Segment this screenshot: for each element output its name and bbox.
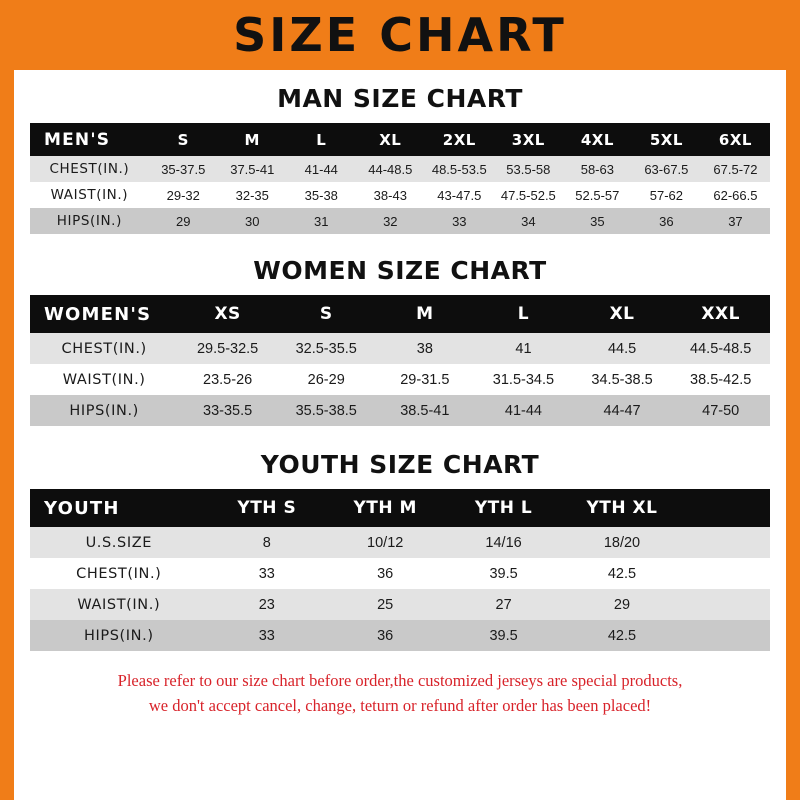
youth-cell: 18/20: [603, 534, 641, 551]
women-section-title: WOMEN SIZE CHART: [253, 256, 547, 285]
women-cell: 38.5-42.5: [690, 371, 752, 388]
footer-note-line-2: we don't accept cancel, change, teturn or refund after order has been placed!: [148, 695, 652, 715]
men-cell: 43-47.5: [437, 187, 482, 203]
men-size-table: [30, 123, 770, 234]
table-row: [30, 333, 770, 364]
content-area: [14, 84, 786, 719]
table-row: [30, 156, 770, 182]
men-header-cell: MEN'S: [44, 129, 111, 150]
youth-cell-spacer: [681, 620, 770, 651]
youth-cell: 10/12: [367, 534, 404, 551]
women-cell: 33-35.5: [203, 402, 253, 419]
youth-cell-spacer: [681, 558, 770, 589]
women-cell: 34.5-38.5: [591, 371, 653, 388]
youth-cell: 8: [262, 534, 271, 551]
youth-size-table: [30, 489, 770, 651]
men-header-cell: 4XL: [580, 130, 614, 149]
men-cell: 58-63: [580, 161, 614, 177]
men-cell: 67.5-72: [713, 161, 758, 177]
women-header-cell: XXL: [701, 304, 740, 324]
men-cell: 37: [728, 213, 743, 229]
youth-header-row: [30, 489, 770, 527]
youth-cell: 42.5: [607, 627, 637, 644]
footer-note: [30, 669, 770, 719]
women-cell: 47-50: [702, 402, 740, 419]
youth-section-title: YOUTH SIZE CHART: [260, 450, 540, 479]
women-row-label: WAIST(IN.): [62, 371, 146, 388]
women-size-table: [30, 295, 770, 426]
men-header-cell: XL: [379, 130, 402, 149]
women-cell: 41-44: [504, 402, 542, 419]
men-section-title: MAN SIZE CHART: [277, 84, 523, 113]
table-row: [30, 589, 770, 620]
women-cell: 44.5-48.5: [690, 340, 752, 357]
page-title: SIZE CHART: [233, 8, 567, 62]
men-cell: 31: [314, 213, 329, 229]
youth-header-cell: YTH S: [237, 498, 297, 518]
men-cell: 63-67.5: [644, 161, 689, 177]
men-cell: 29-32: [166, 187, 200, 203]
women-header-cell: WOMEN'S: [44, 303, 152, 325]
men-header-cell: M: [244, 130, 260, 149]
table-row: [30, 620, 770, 651]
youth-row-label: WAIST(IN.): [77, 596, 161, 613]
youth-row-label: HIPS(IN.): [84, 627, 154, 644]
men-cell: 33: [452, 213, 467, 229]
youth-header-cell: YTH M: [353, 498, 417, 518]
women-cell: 44-47: [603, 402, 641, 419]
youth-cell: 25: [377, 596, 394, 613]
women-header-cell: S: [319, 304, 333, 324]
women-cell: 31.5-34.5: [492, 371, 555, 388]
men-cell: 35-37.5: [161, 161, 206, 177]
women-cell: 32.5-35.5: [295, 340, 357, 357]
youth-header-cell: YTH XL: [586, 498, 658, 518]
women-cell: 38.5-41: [400, 402, 450, 419]
men-header-cell: 3XL: [511, 130, 545, 149]
women-cell: 26-29: [307, 371, 345, 388]
youth-cell: 36: [377, 627, 394, 644]
table-row: [30, 527, 770, 558]
women-cell: 41: [515, 340, 532, 357]
youth-cell: 36: [377, 565, 394, 582]
men-cell: 52.5-57: [575, 187, 620, 203]
men-header-cell: 5XL: [649, 130, 683, 149]
men-cell: 30: [245, 213, 260, 229]
men-cell: 41-44: [304, 161, 338, 177]
men-row-label: WAIST(IN.): [50, 187, 129, 203]
women-cell: 29.5-32.5: [196, 340, 259, 357]
youth-cell: 23: [258, 596, 275, 613]
youth-cell: 33: [258, 627, 275, 644]
men-cell: 32: [383, 213, 398, 229]
women-cell: 35.5-38.5: [295, 402, 357, 419]
footer-note-line-1: Please refer to our size chart before order,the customized jerseys are special products,: [117, 671, 683, 690]
youth-row-label: U.S.SIZE: [85, 534, 152, 551]
youth-cell: 29: [613, 596, 631, 613]
men-cell: 29: [176, 213, 191, 229]
men-row-label: HIPS(IN.): [56, 213, 122, 229]
men-cell: 62-66.5: [713, 187, 758, 203]
men-header-cell: L: [316, 130, 327, 149]
women-header-row: [30, 295, 770, 333]
youth-cell: 39.5: [489, 565, 518, 582]
men-header-cell: 6XL: [718, 130, 752, 149]
table-row: [30, 208, 770, 234]
women-header-cell: L: [517, 304, 530, 324]
youth-cell-spacer: [681, 589, 770, 620]
women-header-cell: XS: [214, 304, 241, 324]
women-row-label: HIPS(IN.): [69, 402, 139, 419]
women-cell: 44.5: [607, 340, 637, 357]
men-row-label: CHEST(IN.): [49, 161, 130, 177]
women-header-cell: XL: [609, 304, 635, 324]
youth-header-cell: YOUTH: [44, 497, 120, 519]
women-cell: 23.5-26: [203, 371, 253, 388]
men-cell: 53.5-58: [506, 161, 551, 177]
men-header-row: [30, 123, 770, 156]
women-header-cell: M: [416, 304, 434, 324]
youth-cell: 33: [258, 565, 275, 582]
youth-row-label: CHEST(IN.): [76, 565, 162, 582]
men-header-cell: 2XL: [442, 130, 476, 149]
table-row: [30, 558, 770, 589]
men-cell: 35-38: [304, 187, 338, 203]
women-cell: 29-31.5: [400, 371, 450, 388]
men-cell: 34: [521, 213, 536, 229]
youth-cell: 14/16: [485, 534, 522, 551]
men-cell: 38-43: [373, 187, 407, 203]
youth-cell-spacer: [681, 527, 770, 558]
men-cell: 32-35: [235, 187, 269, 203]
table-row: [30, 182, 770, 208]
header-band: [0, 0, 800, 70]
youth-cell: 42.5: [607, 565, 637, 582]
men-cell: 48.5-53.5: [431, 161, 487, 177]
men-cell: 35: [590, 213, 605, 229]
youth-cell: 27: [495, 596, 512, 613]
men-cell: 44-48.5: [368, 161, 413, 177]
men-cell: 37.5-41: [230, 161, 275, 177]
men-cell: 57-62: [649, 187, 683, 203]
women-row-label: CHEST(IN.): [61, 340, 147, 357]
table-row: [30, 395, 770, 426]
women-cell: 38: [416, 340, 433, 357]
table-row: [30, 364, 770, 395]
men-cell: 36: [659, 213, 674, 229]
men-header-cell: S: [177, 130, 189, 149]
youth-header-cell: YTH L: [474, 498, 533, 518]
youth-cell: 39.5: [489, 627, 518, 644]
men-cell: 47.5-52.5: [500, 187, 556, 203]
youth-header-spacer: [681, 489, 770, 527]
